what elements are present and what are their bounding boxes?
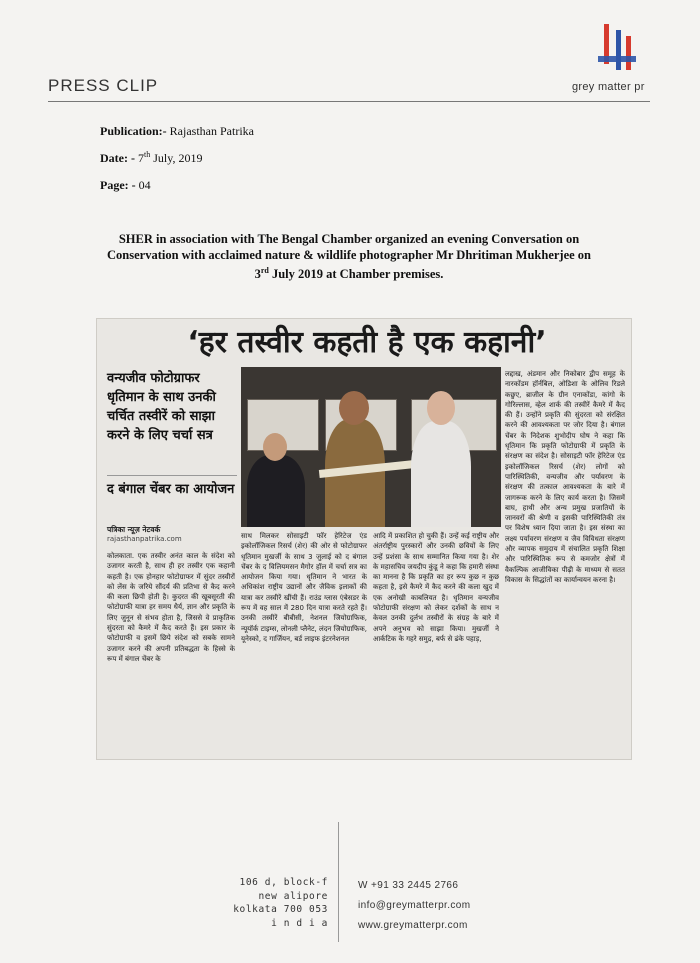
clipping-byline: पत्रिका न्यूज़ नेटवर्क [107,525,161,534]
photo-person-head [263,433,287,461]
page-value: 04 [138,178,151,192]
photo-person [247,455,305,527]
address-line: new alipore [258,890,328,902]
article-column-3: आदि में प्रकाशित हो चुकी हैं। उन्हें कई राष्ट्रीय और अंतर्राष्ट्रीय पुरस्कारों और उनकी छवियों के लिए उन्हें प्रशंसा के साथ सम्मानित किया गया है। शेर के महासचिव जयदीप कुंडू ने कहा कि हमारी संस्था का मानना है कि प्रकृति का हर रूप कुछ न कुछ कहता है, इसे कैमरे में कैद करने की कला खुद में एक अनोखी काबलियत है। धृतिमान वन्यजीव फोटोग्राफी संरक्षण को लेकर दर्शकों के साथ न केवल उनकी दुर्लभ तस्वीरों के संग्रह के बारे में अपने अनुभव को साझा किया। मुखर्जी ने आर्कटिक के गहरे समुद्र, बर्फ से ढंके पहाड़, [373,532,499,643]
date-label: Date: - [100,151,135,165]
headline-part2: July 2019 at Chamber premises. [268,267,444,282]
publication-label: Publication:- [100,124,167,138]
publication-value: Rajasthan Patrika [169,124,254,138]
article-column-4: लद्दाख, अंडमान और निकोबार द्वीप समूह के नारकोंडम हॉर्नबिल, ओडिशा के ओलिव रिडले कछुए, ब्राजील के ग्रीन एनाकोंडा, कांगो के गोरिल्लास, व्हेल शार्क की तस्वीरें कैमरे में कैद की हैं। उन्होंने प्रकृति की सुंदरता को संरक्षित करने की आवश्यकता पर जोर दिया है। बंगाल चेंबर के निदेशक शुभोदीप घोष ने कहा कि धृतिमान कि प्रकृति फोटोग्राफी में प्रकृति के संरक्षण का संदेश है। सोसाइटी फॉर हेरिटेज एंड इकोलॉजिकल रिसर्च (शेर) लोगों को पारिस्थितिकी, वन्यजीव और पर्यावरण के संरक्षण की तत्काल आवश्यकता के बारे में जागरूक करने के लिए कार्य करता है। जिसमें बाघ, हाथी और अन्य प्रमुख प्रजातियों के जानवरों की श्रेणी व इसकी पारिस्थितिकी तंत्र पर विशेष ध्यान दिया जाता है। इस संस्था का लक्ष्य पर्यावरण संरक्षण व जैव विविधता संरक्षण और व्यापक समुदाय में संचालित प्रकृति शिक्षा और पारिस्थितिक रूप से कमजोर क्षेत्रों में वैकल्पिक आजीविका पीढ़ी के माध्यम से सतत विकास के सिद्धांतों का कार्यान्वयन करना है। [505,370,625,584]
date-rest: July, 2019 [153,151,203,165]
article-column-1: कोलकाता. एक तस्वीर अनंत काल के संदेश को उजागर करती है, साथ ही हर तस्वीर एक कहानी कहती है। एक होनहार फोटोग्राफर में सुंदर तस्वीरों को लेंस के जरिये सौंदर्य की प्रतिभा से कैद करने की कला छिपी होती है। कुदरत की खूबसूरती की फोटोग्राफी यात्रा हर समय धैर्य, ज्ञान और प्रकृति के लिए जुनून से संभव होता है, जिससे वे प्राकृतिक सुंदरता को कैमरे में कैद करते हैं। इस प्रकार के फोटोग्राफी व इसमें छिपे संदेश को सबके सामने उजागर करने की अपनी प्रतिबद्धता के हिस्से के रूप में बंगाल चेंबर के [107,552,235,663]
event-photo [241,367,501,527]
brand-name: grey matter pr [572,81,645,93]
contact-email[interactable]: info@greymatterpr.com [358,900,471,911]
photo-person [411,421,471,527]
address-line: 106 d, block-f [239,877,328,888]
page-label: Page: - [100,178,136,192]
contact-website[interactable]: www.greymatterpr.com [358,920,468,931]
clipping-byline-site: rajasthanpatrika.com [107,535,182,543]
clipping-subhead: वन्यजीव फोटोग्राफर धृतिमान के साथ उनकी चर्चित तस्वीरें को साझा करने के लिए चर्चा सत्र [107,371,216,443]
address-line: i n d i a [271,917,328,929]
page-line [100,178,151,193]
footer-divider [338,822,339,942]
contact-phone: W +91 33 2445 2766 [358,880,459,891]
clipping-title: ‘हर तस्वीर कहती है एक कहानी’ [187,325,547,360]
article-column-2: साथ मिलकर सोसाइटी फॉर हेरिटेज एंड इकोलॉजिकल रिसर्च (शेर) की ओर से फोटोग्राफर धृतिमान मुखर्जी के साथ 3 जुलाई को द बंगाल चेंबर के द विलियमसन मैगोर हॉल में चर्चा सत्र का आयोजन किया गया। धृतिमान ने भारत के अधिकांश राष्ट्रीय उद्यानों और जैविक इलाकों की यात्रा कर तस्वीरें खींची हैं। राउंड ग्लास एंबेसडर के रूप में वह साल में 280 दिन यात्रा करते रहते हैं। उनकी तस्वीरें बीबीसी, नेशनल जियोग्राफिक, न्यूयॉर्क टाइम्स, लोनली प्लैनेट, लंदन जियोग्राफिक, यूनेस्को, द गार्जियन, बर्ड लाइफ इंटरनेशनल [241,532,367,643]
newspaper-clipping [96,318,632,760]
clip-headline [100,231,598,282]
date-day: 7 [137,151,144,165]
footer-address [233,876,328,930]
photo-person-head [339,391,369,425]
date-line [100,150,202,166]
header-divider [48,101,650,102]
address-line: kolkata 700 053 [233,904,328,915]
footer-contact [358,876,470,936]
photo-person-head [427,391,455,425]
date-suffix: th [143,150,151,159]
headline-part1: SHER in association with The Bengal Chamber organized an evening Conversation on Conservation with acclaimed nature & wildlife photographer Mr Dhritiman Mukherjee on 3 [107,232,591,282]
grey-matter-logo-icon [596,22,638,78]
publication-line [100,124,254,139]
headline-sup: rd [260,266,269,275]
clipping-subhead-2: द बंगाल चेंबर का आयोजन [107,475,237,499]
page-title: PRESS CLIP [48,76,159,95]
